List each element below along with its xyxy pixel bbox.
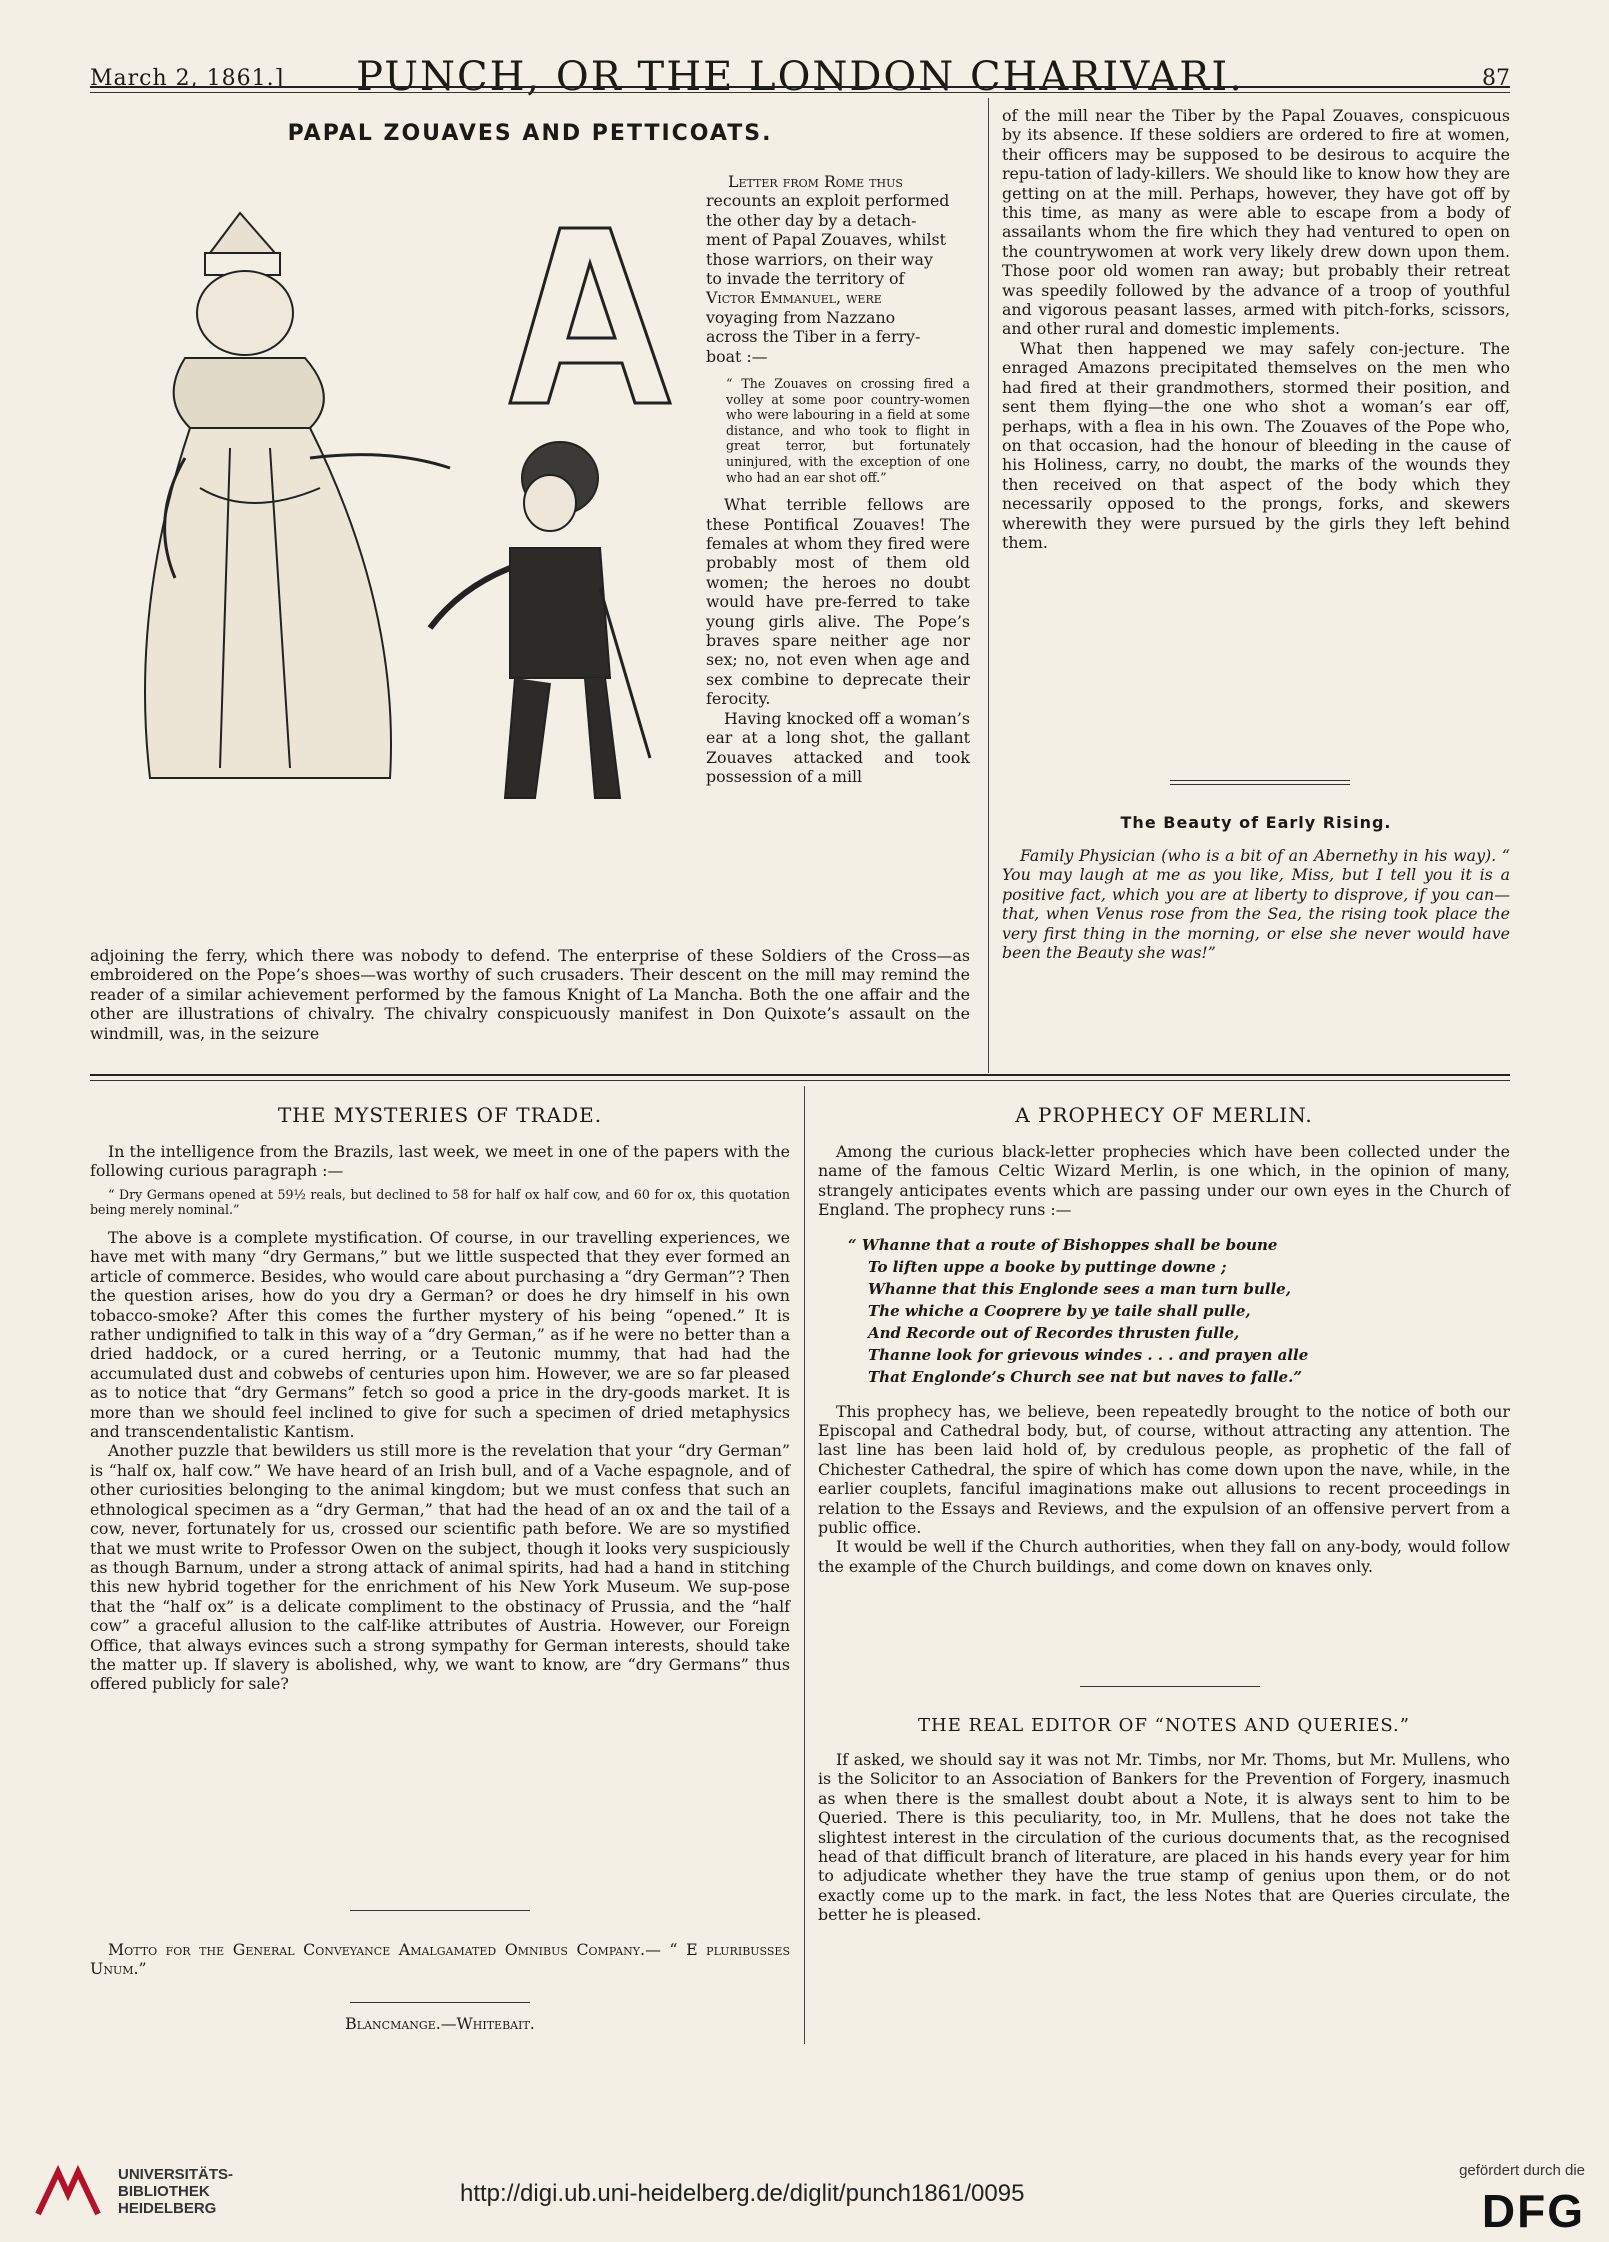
papal-line: Victor Emmanuel, were — [706, 288, 882, 308]
papal-right-para1: of the mill near the Tiber by the Papal Zouaves, conspicuous by its absence. If these soldiers are ordered to fire at women, their officers may be supposed to be desirous to acquire the repu-tation of lady-killers. We should like to know how they are getting on at the mill. Perhaps, however, they have got off by this time, as many as were able to escape from a body of assailants whom the fire which they had ventured to open on the countrywomen at work very likely drew down upon them. Those poor old women ran away; but probably their retreat was speedily followed by the advance of a troop of youthful and vigorous peasant lasses, armed with pitch-forks, scissors, and other rural and domestic implements. — [1002, 106, 1510, 339]
verse-line: That Englonde’s Church see nat but naves to falle.” — [868, 1367, 1302, 1386]
merlin-intro: Among the curious black-letter prophecies which have been collected under the name of the famous Celtic Wizard Merlin, is one which, in the opinion of many, strangely anticipates events which are passing under our own eyes in the Church of England. The prophecy runs :— — [818, 1142, 1510, 1220]
separator-rule — [350, 1910, 530, 1911]
papal-line: ment of Papal Zouaves, whilst — [706, 230, 946, 250]
section-rule — [90, 1074, 1510, 1076]
merlin-para2: It would be well if the Church authorities, when they fall on any-body, would follow the example of the Church buildings, and come down on knaves only. — [818, 1537, 1510, 1576]
motto-block — [90, 1940, 790, 1979]
papal-para3b: adjoining the ferry, which there was nobody to defend. The enterprise of these Soldiers of the Cross—as embroidered on the Pope’s shoes—was worthy of such crusaders. Their descent on the mill may remind the reader of a similar achievement performed by the famous Knight of La Mancha. Both the one affair and the other are illustrations of chivalry. The chivalry conspicuously manifest in Don Quixote’s assault on the windmill, was, in the seizure — [90, 946, 970, 1043]
papal-right-column — [1002, 106, 1510, 552]
separator-rule — [350, 2002, 530, 2003]
editor-heading: THE REAL EDITOR OF “NOTES AND QUERIES.” — [918, 1715, 1410, 1736]
mysteries-para2: Another puzzle that bewilders us still more is the revelation that your “dry German” is “half ox, half cow.” We have heard of an Irish bull, and of a Vache espagnole, and of other curiosities belonging to the animal kingdom; but we must confess that such an ethnological specimen as a “dry German,” that had the head of an ox and the tail of a cow, never, fortunately for us, crossed our scientific path before. We are so mystified that we must write to Professor Owen on the subject, though it looks very suspiciously as though Barnum, under a strong attack of animal spirits, had had a hand in stitching this new hybrid together for the enrichment of his New York Museum. We sup-pose that the “half ox” is a delicate compliment to the obstinacy of Prussia, and the “half cow” a graceful allusion to the calf-like attributes of Austria. However, our Foreign Office, that always evinces such a strong sympathy for German interests, should take the matter up. If slavery is abolished, why, we want to know, are “dry Germans” thus offered publicly for sale? — [90, 1441, 790, 1694]
beauty-body — [1002, 846, 1510, 962]
dfg-logo: DFG — [1481, 2185, 1585, 2237]
pope-figure — [145, 213, 450, 778]
blancmange-text: Blancmange.—Whitebait. — [345, 2014, 535, 2033]
source-url[interactable]: http://digi.ub.uni-heidelberg.de/diglit/punch1861/0095 — [460, 2180, 1025, 2207]
page-number: 87 — [1482, 66, 1510, 91]
verse-line: And Recorde out of Recordes thrusten fulle, — [868, 1323, 1240, 1342]
merlin-article — [818, 1142, 1510, 1576]
merlin-verse — [848, 1234, 1510, 1388]
papal-quote: “ The Zouaves on crossing fired a volley at some poor country-women who were labouring in a field at some distance, and who took to flight in great terror, but fortunately uninjured, with the exception of one who had an ear shot off.” — [726, 376, 970, 485]
newspaper-page — [90, 40, 1510, 2110]
merlin-heading: A PROPHECY OF MERLIN. — [1015, 1103, 1313, 1127]
papal-line: Letter from Rome thus — [728, 172, 903, 191]
motto-text: Motto for the General Conveyance Amalgamated Omnibus Company.— “ E pluribusses Unum.” — [90, 1940, 790, 1979]
papal-line: voyaging from Nazzano — [706, 307, 896, 327]
merlin-para1: This prophecy has, we believe, been repeatedly brought to the notice of both our Episcopal and Cathedral body, but, of course, without attracting any attention. The last line has been laid hold of, by credulous people, as prophetic of the fall of Chichester Cathedral, the spire of which has come down upon the nave, while, in the earlier couplets, fanciful imaginations make out allusions to recent proceedings in relation to the Essays and Reviews, and the expulsion of an offensive pervert from a public office. — [818, 1401, 1510, 1538]
editor-body: If asked, we should say it was not Mr. Timbs, nor Mr. Thoms, but Mr. Mullens, who is the Solicitor to an Association of Bankers for the Prevention of Forgery, inasmuch as when there is the smallest doubt about a Note, it is always sent to him to be Queried. There is this peculiarity, too, in Mr. Mullens, that he does not take the slightest interest in the circulation of the curious documents that, as the recognised head of that difficult branch of literature, are placed in his hands every year for him to adjudicate whether they have the true stamp of genius upon them, or do not exactly come up to the mark. in fact, the less Notes that are Queries circulate, the better he is pleased. — [818, 1750, 1510, 1925]
beauty-heading: The Beauty of Early Rising. — [1120, 813, 1392, 832]
papal-line: those warriors, on their way — [706, 249, 933, 269]
beauty-text: Family Physician (who is a bit of an Abernethy in his way). “ You may laugh at me as you like, Miss, but I tell you it is a positive fact, which you are at liberty to disprove, if you can—that, when Venus rose from the Sea, the rising took place the very first thing in the morning, or else she never would have been the Beauty she was!” — [1002, 846, 1510, 963]
university-logo-icon — [28, 2164, 108, 2222]
section-rule-thin — [90, 1080, 1510, 1081]
mysteries-intro: In the intelligence from the Brazils, last week, we meet in one of the papers with the following curious paragraph :— — [90, 1142, 790, 1181]
lower-column-rule — [804, 1086, 805, 2044]
verse-line: “ Whanne that a route of Bishoppes shall be boune — [848, 1235, 1278, 1254]
publication-title: PUNCH, OR THE LONDON CHARIVARI. — [356, 54, 1244, 100]
papal-para2: What terrible fellows are these Pontifical Zouaves! The females at whom they fired were probably most of them old women; the heroes no doubt would have pre-ferred to take young girls alive. The Pope’s braves spare neither age nor sex; no, not even when age and sex combine to deprecate their ferocity. — [706, 495, 970, 709]
funded-by-text: gefördert durch die — [1459, 2162, 1585, 2179]
masthead-rule — [90, 86, 1510, 88]
cartoon-drawing — [90, 158, 700, 808]
papal-line: boat :— — [706, 346, 768, 366]
library-line: BIBLIOTHEK — [118, 2183, 210, 2200]
issue-date: March 2, 1861.] — [90, 66, 285, 91]
library-line: UNIVERSITÄTS- — [118, 2166, 234, 2183]
zouave-figure — [430, 442, 650, 798]
papal-para3a: Having knocked off a woman’s ear at a long shot, the gallant Zouaves attacked and took possession of a mill — [706, 708, 970, 786]
mysteries-quote: “ Dry Germans opened at 59½ reals, but declined to 58 for half ox half cow, and 60 for ox, this quotation being merely nominal.” — [90, 1186, 790, 1218]
verse-line: Thanne look for grievous windes . . . and prayen alle — [868, 1345, 1309, 1364]
editor-article — [818, 1750, 1510, 1925]
papal-line: across the Tiber in a ferry- — [706, 327, 921, 347]
library-name — [118, 2166, 233, 2217]
papal-line: recounts an exploit performed — [706, 191, 950, 211]
papal-col-narrow — [706, 172, 970, 786]
separator-rule — [1170, 784, 1350, 785]
mysteries-heading: THE MYSTERIES OF TRADE. — [277, 1103, 603, 1127]
upper-column-rule — [988, 98, 989, 1073]
papal-right-para2: What then happened we may safely con-jecture. The enraged Amazons precipitated themselves on the men who had fired at their grandmothers, stormed their position, and sent them flying—the one who shot a woman’s ear off, perhaps, with a flea in his own. The Zouaves of the Pope who, on that occasion, had the honour of bleeding in the cause of his Holiness, carry, no doubt, the marks of the wounds they then received on that aspect of the body which they necessarily opposed to the prongs, forks, and skewers wherewith they were pursued by the girls they left behind them. — [1002, 338, 1510, 552]
papal-heading: PAPAL ZOUAVES AND PETTICOATS. — [287, 121, 773, 146]
verse-line: To liften uppe a booke by puttinge downe ; — [868, 1257, 1227, 1276]
cartoon-illustration — [90, 158, 700, 808]
library-line: HEIDELBERG — [118, 2200, 217, 2217]
separator-rule — [1080, 1686, 1260, 1687]
footer-bar — [0, 2140, 1609, 2242]
masthead-rule-thin — [90, 92, 1510, 93]
verse-line: Whanne that this Englonde sees a man turn bulle, — [868, 1279, 1291, 1298]
mysteries-para1: The above is a complete mystification. Of course, in our travelling experiences, we have met with many “dry Germans,” but we little suspected that they ever formed an article of commerce. Besides, who would care about purchasing a “dry German”? Then the question arises, how do you dry a German? or does he dry himself in his own tobacco-smoke? After this comes the further mystery of his being “opened.” It is rather undignified to talk in this way of a “dry German,” as if he were no better than a dried haddock, or a cured herring, or a Teutonic mummy, that had had the accumulated dust and cobwebs of centuries upon him. However, we are so far pleased as to notice that “dry Germans” fetch so good a price in the dry-goods market. It is more than we should feel inclined to give for such a specimen of dried metaphysics and transcendentalistic Kantism. — [90, 1228, 790, 1442]
papal-line: to invade the territory of — [706, 269, 905, 289]
drop-cap-a — [510, 228, 670, 403]
papal-line: the other day by a detach- — [706, 210, 917, 230]
separator-rule — [1170, 780, 1350, 781]
mysteries-article — [90, 1142, 790, 1694]
verse-line: The whiche a Cooprere by ye taile shall pulle, — [868, 1301, 1251, 1320]
papal-continued — [90, 946, 970, 1043]
